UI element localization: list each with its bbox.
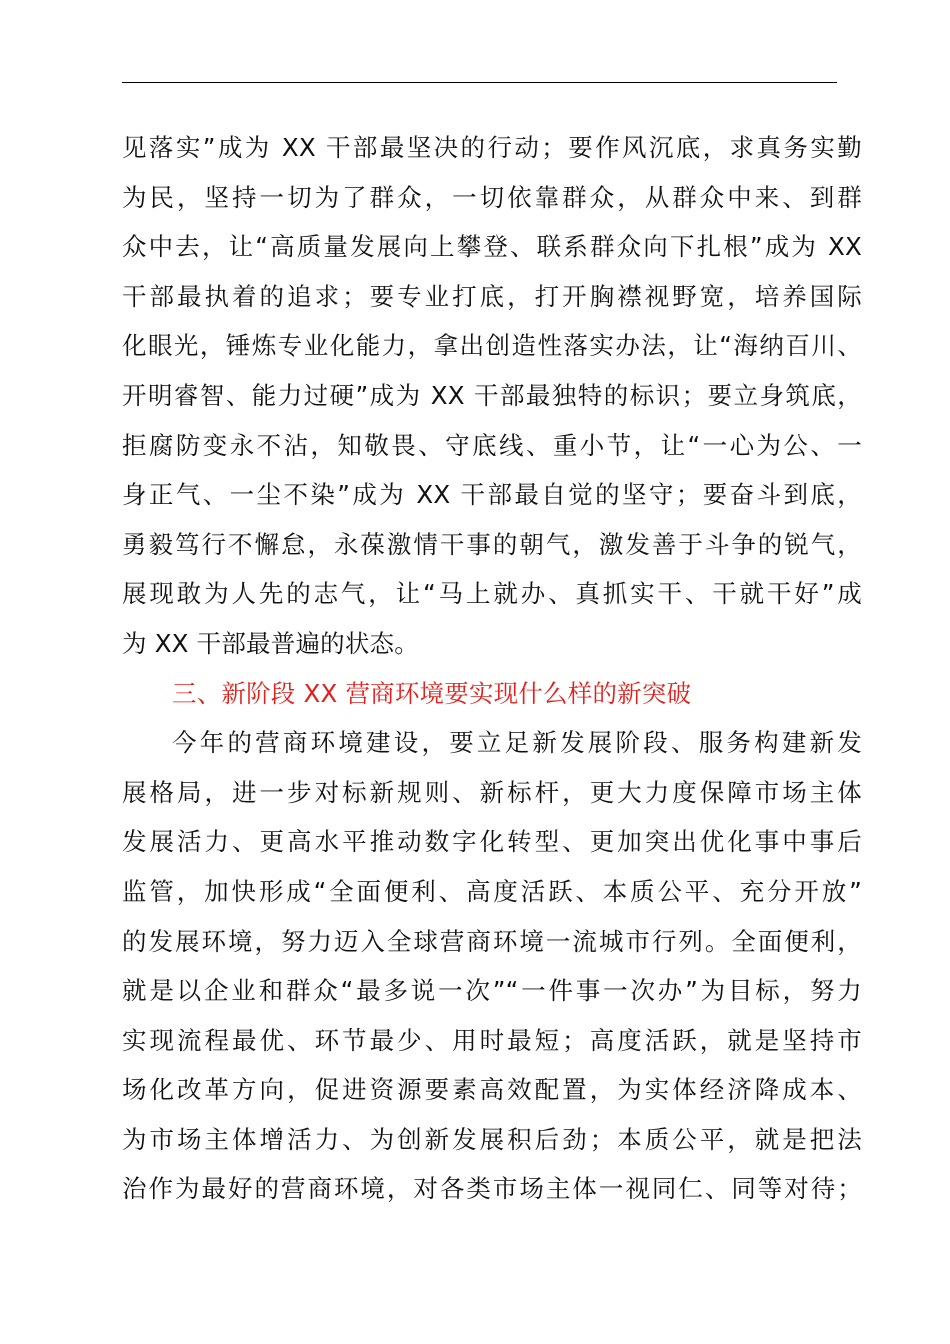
section-heading: 三、新阶段 XX 营商环境要实现什么样的新突破 <box>172 678 692 708</box>
text-line: 展现敢为人先的志气，让“马上就办、真抓实干、干就干好”成 <box>122 579 862 609</box>
text-line: 化眼光，锤炼专业化能力，拿出创造性落实办法，让“海纳百川、 <box>122 331 862 361</box>
text-line-first: 今年的营商环境建设，要立足新发展阶段、服务构建新发 <box>172 728 862 758</box>
text-line: 治作为最好的营商环境，对各类市场主体一视同仁、同等对待； <box>122 1174 862 1204</box>
text-line: 场化改革方向，促进资源要素高效配置，为实体经济降成本、 <box>122 1075 862 1105</box>
text-line: 勇毅笃行不懈怠，永葆激情干事的朝气，激发善于斗争的锐气， <box>122 529 862 559</box>
text-line: 的发展环境，努力迈入全球营商环境一流城市行列。全面便利， <box>122 926 862 956</box>
body-text <box>122 123 862 1214</box>
text-line: 身正气、一尘不染”成为 XX 干部最自觉的坚守；要奋斗到底， <box>122 480 862 510</box>
header-rule <box>122 82 837 83</box>
text-line: 实现流程最优、环节最少、用时最短；高度活跃，就是坚持市 <box>122 1025 862 1055</box>
text-line: 开明睿智、能力过硬”成为 XX 干部最独特的标识；要立身筑底， <box>122 380 862 410</box>
text-line: 见落实”成为 XX 干部最坚决的行动；要作风沉底，求真务实勤 <box>122 133 862 162</box>
text-line: 众中去，让“高质量发展向上攀登、联系群众向下扎根”成为 XX <box>122 232 862 262</box>
text-line: 拒腐防变永不沾，知敬畏、守底线、重小节，让“一心为公、一 <box>122 430 862 460</box>
text-line: 发展活力、更高水平推动数字化转型、更加突出优化事中事后 <box>122 827 862 857</box>
text-line: 干部最执着的追求；要专业打底，打开胸襟视野宽，培养国际 <box>122 281 862 311</box>
text-line: 为市场主体增活力、为创新发展积后劲；本质公平，就是把法 <box>122 1124 862 1154</box>
text-line-last: 为 XX 干部最普遍的状态。 <box>122 628 419 658</box>
text-line: 监管，加快形成“全面便利、高度活跃、本质公平、充分开放” <box>122 876 862 906</box>
text-line: 展格局，进一步对标新规则、新标杆，更大力度保障市场主体 <box>122 777 862 807</box>
text-line: 为民，坚持一切为了群众，一切依靠群众，从群众中来、到群 <box>122 182 862 212</box>
text-line: 就是以企业和群众“最多说一次”“一件事一次办”为目标，努力 <box>122 976 862 1006</box>
